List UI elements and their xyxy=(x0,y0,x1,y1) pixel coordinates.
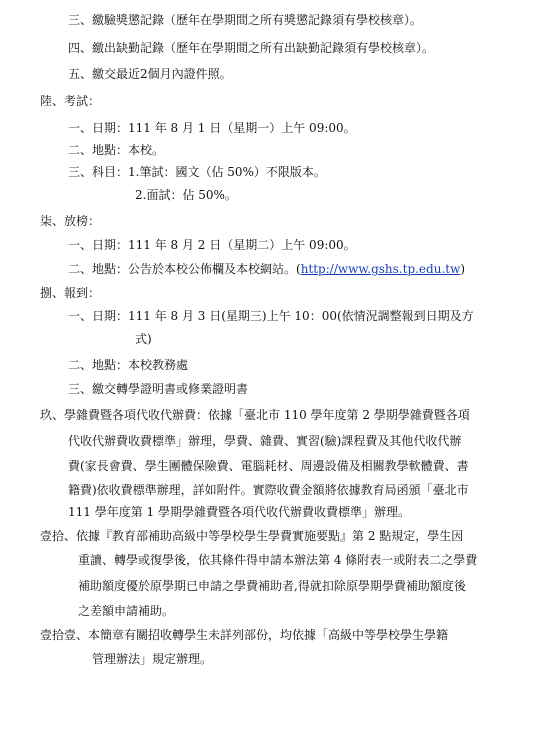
exam-location: 二、地點：本校。 xyxy=(68,143,165,157)
section-subsidy-line-3: 補助額度優於原學期已申請之學費補助者,得就扣除原學期學費補助額度後 xyxy=(78,579,466,593)
item-4-attendance: 四、繳出缺勤記錄（歷年在學期間之所有出缺勤記錄須有學校核章）。 xyxy=(68,41,435,55)
results-location xyxy=(68,261,465,277)
section-fees-line-1: 玖、學雜費暨各項代收代辦費：依據「臺北市 110 學年度第 2 學期學雜費暨各項 xyxy=(40,408,470,422)
item-3-awards: 三、繳驗獎懲記錄（歷年在學期間之所有獎懲記錄須有學校核章）。 xyxy=(68,13,423,27)
section-fees-line-2: 代收代辦費收費標準」辦理，學費、雜費、實習(驗)課程費及其他代收代辦 xyxy=(68,434,462,448)
results-location-text: 二、地點：公告於本校公佈欄及本校網站。( xyxy=(68,262,301,276)
school-website-link[interactable]: http://www.gshs.tp.edu.tw xyxy=(300,262,461,276)
register-date: 一、日期：111 年 8 月 3 日(星期三)上午 10：00(依情況調整報到日期及方 xyxy=(68,309,474,323)
exam-subject-written: 三、科目：1.筆試：國文（佔 50%）不限版本。 xyxy=(68,165,326,179)
exam-date: 一、日期：111 年 8 月 1 日（星期一）上午 09:00。 xyxy=(68,121,356,135)
section-subsidy-line-1: 壹拾、依據『教育部補助高級中等學校學生學費實施要點』第 2 點規定，學生因 xyxy=(40,529,464,543)
results-location-close: ) xyxy=(460,262,466,276)
section-fees-line-3: 費(家長會費、學生團體保險費、電腦耗材、周邊設備及相關教學軟體費、書 xyxy=(68,459,469,473)
item-5-photo: 五、繳交最近2個月內證件照。 xyxy=(68,67,232,81)
section-register-heading: 捌、報到： xyxy=(40,286,101,300)
section-fees-line-4: 籍費)依收費標準辦理，詳如附件。實際收費金額將依據教育局函頒「臺北市 xyxy=(68,483,469,497)
section-subsidy-line-4: 之差額申請補助。 xyxy=(78,604,175,618)
register-date-cont: 式) xyxy=(135,332,152,346)
section-results-heading: 柒、放榜： xyxy=(40,214,101,228)
section-subsidy-line-2: 重讀、轉學或復學後，依其條件得申請本辦法第 4 條附表一或附表二之學費 xyxy=(78,553,478,567)
section-rules-line-1: 壹拾壹、本簡章有關招收轉學生未詳列部份，均依據「高級中等學校學生學籍 xyxy=(40,628,449,642)
section-rules-line-2: 管理辦法」規定辦理。 xyxy=(92,652,213,666)
section-fees-line-5: 111 學年度第 1 學期學雜費暨各項代收代辦費收費標準」辦理。 xyxy=(68,505,410,519)
exam-subject-interview: 2.面試：佔 50%。 xyxy=(135,188,237,202)
register-documents: 三、繳交轉學證明書或修業證明書 xyxy=(68,382,249,396)
results-date: 一、日期：111 年 8 月 2 日（星期二）上午 09:00。 xyxy=(68,238,356,252)
register-location: 二、地點：本校教務處 xyxy=(68,358,189,372)
section-exam-heading: 陸、考試： xyxy=(40,94,101,108)
